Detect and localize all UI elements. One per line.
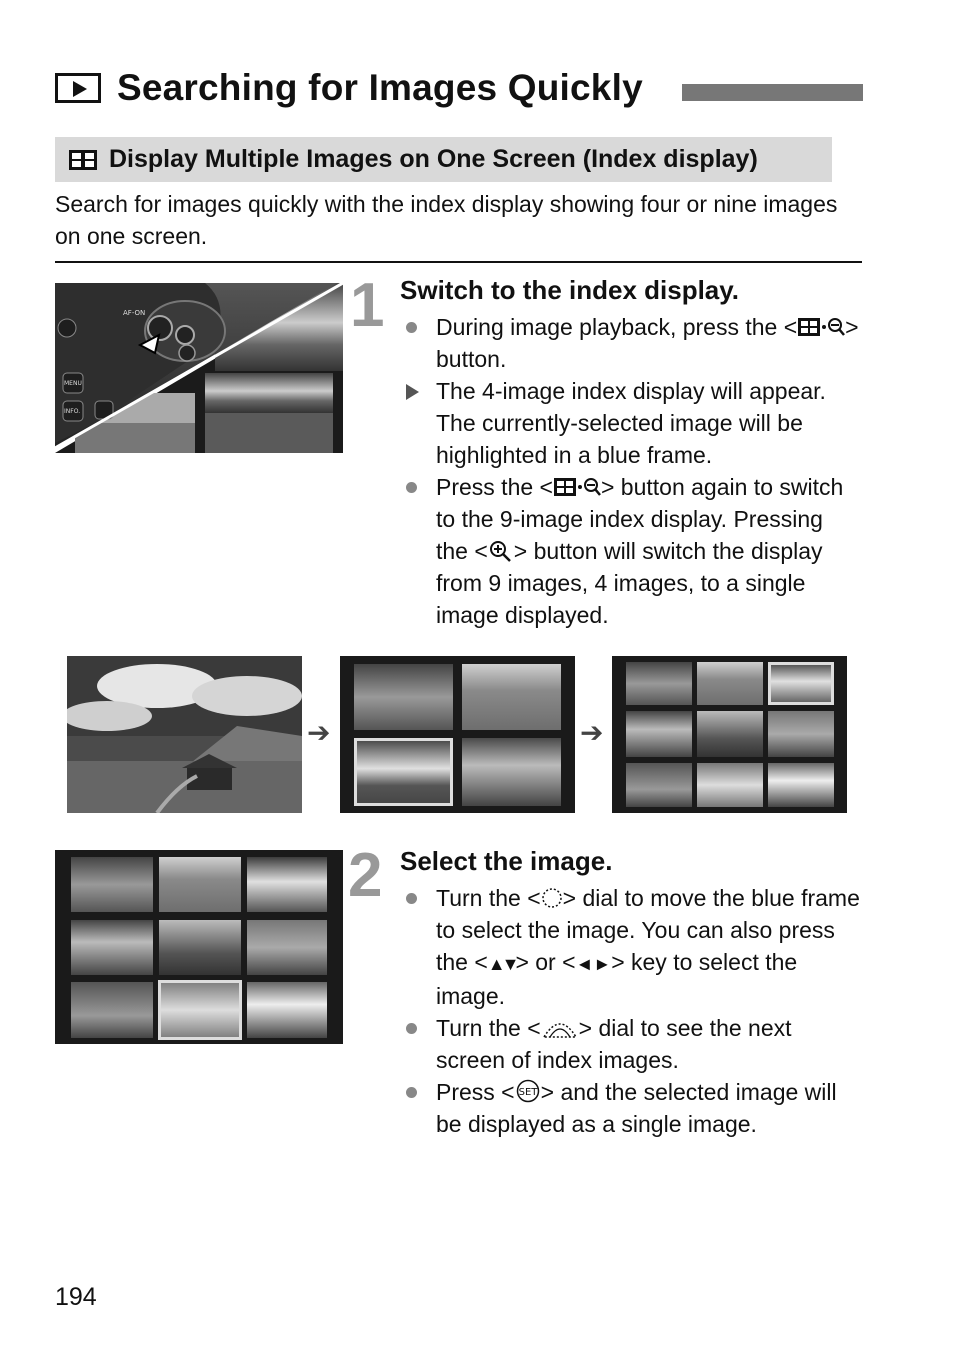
section-heading: [55, 137, 832, 182]
page-title: [55, 64, 643, 112]
bullet-icon: [406, 1087, 417, 1098]
set-button-icon: [515, 1079, 541, 1103]
section-heading-text: Display Multiple Images on One Screen (Index display): [109, 145, 758, 173]
playback-icon: [55, 73, 101, 103]
arrow-right-icon: ➔: [580, 717, 604, 748]
four-image-index-screen: [340, 656, 575, 813]
bullet-icon: [406, 1023, 417, 1034]
step-1-title: Switch to the index display.: [400, 275, 740, 305]
index-magnify-icon: [553, 476, 601, 498]
title-decor-bar: [682, 84, 863, 101]
left-right-key-icon: ◄►: [575, 954, 612, 974]
list-item: Press the < > button again to switch to the 9-image index display. Pressing the < > button will switch the display from 9 images, 4 images, to a single image displayed.: [400, 471, 860, 631]
result-triangle-icon: [406, 384, 419, 400]
index-magnify-icon: [797, 316, 845, 338]
step-2-number: 2: [348, 841, 383, 910]
page-number: 194: [55, 1283, 97, 1311]
camera-back-illustration: [55, 283, 343, 453]
quick-dial-icon: [541, 1015, 579, 1039]
list-item: Turn the < > dial to move the blue frame to select the image. You can also press the <▲▼> or <◄►> key to select the image.: [400, 882, 860, 1012]
divider: [55, 261, 862, 263]
arrow-right-icon: ➔: [307, 717, 331, 748]
info-label: INFO.: [64, 408, 81, 415]
menu-label: MENU: [64, 380, 82, 387]
page-title-text: Searching for Images Quickly: [117, 67, 643, 108]
index-display-icon: [69, 150, 97, 170]
up-down-key-icon: ▲▼: [487, 954, 516, 974]
bullet-icon: [406, 482, 417, 493]
list-item: Press < SET > and the selected image will be displayed as a single image.: [400, 1076, 860, 1140]
step-1-list: [400, 311, 860, 631]
step-1-number: 1: [350, 271, 385, 340]
list-item: During image playback, press the < > button.: [400, 311, 860, 375]
bullet-icon: [406, 893, 417, 904]
zoom-in-icon: [488, 540, 514, 562]
step-2-title: Select the image.: [400, 846, 613, 876]
intro-text: Search for images quickly with the index display showing four or nine images on one screen.: [55, 191, 838, 249]
svg-text:SET: SET: [518, 1087, 538, 1098]
nine-image-index-screen: [612, 656, 847, 813]
list-item: Turn the < > dial to see the next screen of index images.: [400, 1012, 860, 1076]
list-item: The 4-image index display will appear. The currently-selected image will be highlighted in a blue frame.: [400, 375, 860, 471]
af-on-label: AF-ON: [123, 309, 146, 317]
single-image-screen: [67, 656, 302, 813]
bullet-icon: [406, 322, 417, 333]
main-dial-icon: [541, 887, 563, 909]
nine-image-index-selected-screen: [55, 850, 343, 1044]
step-2-list: [400, 882, 860, 1140]
